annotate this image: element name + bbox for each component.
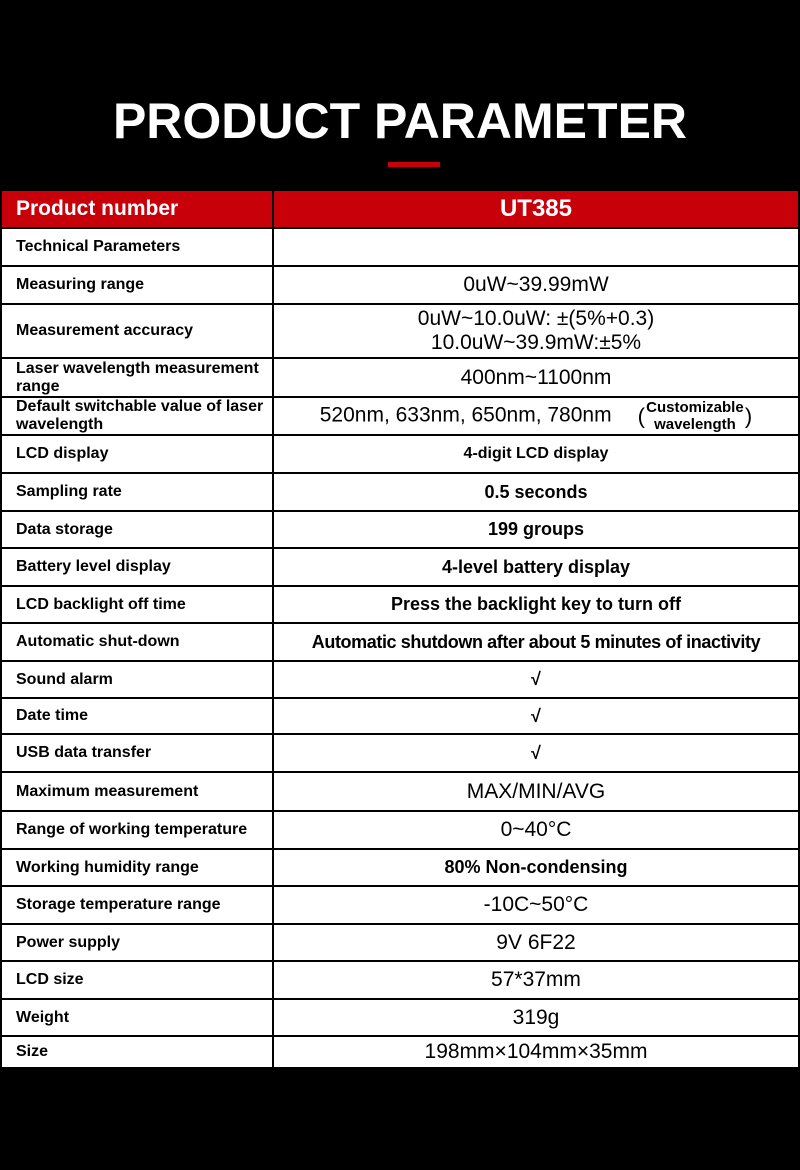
param-name: Automatic shut-down — [1, 623, 273, 661]
param-value: 4-level battery display — [273, 548, 799, 586]
table-row — [1, 811, 799, 849]
param-name: Default switchable value of laser wavelength — [1, 397, 273, 435]
param-name: Technical Parameters — [1, 228, 273, 266]
param-value: 0~40°C — [273, 811, 799, 849]
param-value — [273, 228, 799, 266]
param-value: 198mm×104mm×35mm — [273, 1036, 799, 1068]
param-name: LCD backlight off time — [1, 586, 273, 623]
table-row — [1, 473, 799, 511]
table-row — [1, 435, 799, 473]
param-name: Size — [1, 1036, 273, 1068]
accuracy-line-1: 0uW~10.0uW: ±(5%+0.3) — [417, 307, 655, 330]
param-value: 319g — [273, 999, 799, 1036]
param-name: Sampling rate — [1, 473, 273, 511]
param-name: Measuring range — [1, 266, 273, 304]
table-header-row — [1, 190, 799, 228]
table-row — [1, 961, 799, 999]
param-name: Laser wavelength measurement range — [1, 358, 273, 397]
table-row — [1, 849, 799, 886]
table-row — [1, 924, 799, 961]
param-value: 57*37mm — [273, 961, 799, 999]
param-name: Weight — [1, 999, 273, 1036]
param-name: Power supply — [1, 924, 273, 961]
check-mark: √ — [273, 661, 799, 698]
table-row — [1, 886, 799, 924]
param-name: Data storage — [1, 511, 273, 548]
param-value: 199 groups — [273, 511, 799, 548]
table-row — [1, 586, 799, 623]
table-row — [1, 228, 799, 266]
param-value: 80% Non-condensing — [273, 849, 799, 886]
param-value: 4-digit LCD display — [273, 435, 799, 473]
wavelength-values: 520nm, 633nm, 650nm, 780nm — [319, 403, 612, 427]
page-title: PRODUCT PARAMETER — [112, 93, 688, 149]
table-row — [1, 397, 799, 435]
param-value: -10C~50°C — [273, 886, 799, 924]
table-row — [1, 358, 799, 397]
param-value: MAX/MIN/AVG — [273, 772, 799, 811]
check-mark: √ — [273, 734, 799, 772]
table-row — [1, 1036, 799, 1068]
table-row — [1, 304, 799, 358]
param-name: Sound alarm — [1, 661, 273, 698]
check-mark: √ — [273, 698, 799, 734]
param-name: LCD size — [1, 961, 273, 999]
param-name: Date time — [1, 698, 273, 734]
param-value — [273, 397, 799, 435]
header-value: UT385 — [273, 190, 799, 228]
param-name: LCD display — [1, 435, 273, 473]
param-name: Maximum measurement — [1, 772, 273, 811]
accuracy-line-2: 10.0uW~39.9mW:±5% — [430, 331, 642, 354]
param-name: Range of working temperature — [1, 811, 273, 849]
param-value: Press the backlight key to turn off — [273, 586, 799, 623]
param-value — [273, 304, 799, 358]
param-name: USB data transfer — [1, 734, 273, 772]
table-row — [1, 548, 799, 586]
table-row — [1, 623, 799, 661]
header-key: Product number — [1, 190, 273, 228]
param-name: Measurement accuracy — [1, 304, 273, 358]
parameter-table — [0, 189, 800, 1069]
param-value: 0.5 seconds — [273, 473, 799, 511]
param-value: 400nm~1100nm — [273, 358, 799, 397]
table-row — [1, 661, 799, 698]
table-row — [1, 266, 799, 304]
param-name: Battery level display — [1, 548, 273, 586]
customizable-note: (Customizable wavelength ) — [637, 399, 753, 433]
table-row — [1, 698, 799, 734]
param-value: Automatic shutdown after about 5 minutes of inactivity — [273, 623, 799, 661]
table-row — [1, 511, 799, 548]
param-name: Working humidity range — [1, 849, 273, 886]
param-value: 0uW~39.99mW — [273, 266, 799, 304]
param-name: Storage temperature range — [1, 886, 273, 924]
customizable-note-text: Customizable wavelength — [646, 399, 744, 433]
param-value: 9V 6F22 — [273, 924, 799, 961]
title-underline — [388, 162, 440, 167]
table-row — [1, 772, 799, 811]
table-row — [1, 734, 799, 772]
table-row — [1, 999, 799, 1036]
